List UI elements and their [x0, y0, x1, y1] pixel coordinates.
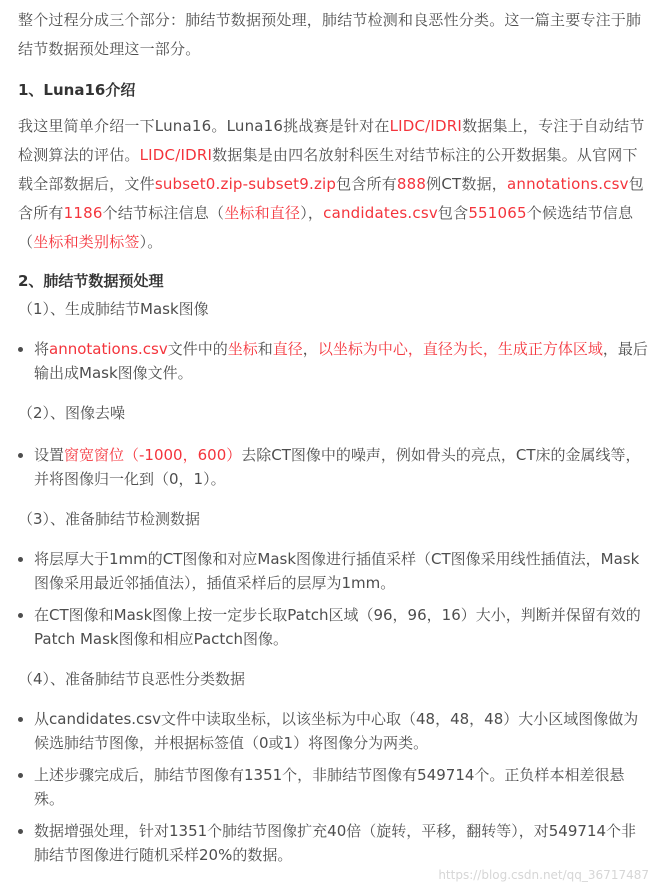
- list-item: 将层厚大于1mm的CT图像和对应Mask图像进行插值采样（CT图像采用线性插值法，Mask图像采用最近邻插值法），插值采样后的层厚为1mm。: [18, 547, 651, 595]
- step-1-list: [18, 337, 651, 385]
- window-setting: 窗宽窗位（-1000，600）: [64, 446, 242, 464]
- text-run: 和: [257, 340, 273, 358]
- dataset-name: LIDC/IDRI: [139, 146, 213, 164]
- mask-method: 以坐标为中心，直径为长，生成正方体区域: [317, 340, 603, 358]
- text-run: 设置: [34, 446, 65, 464]
- step-3-list: [18, 547, 651, 651]
- section-1-heading: 1、Luna16介绍: [18, 81, 136, 99]
- text-run: ）。: [139, 233, 163, 251]
- text-run: 数据集上，专注于自动结节检测算法的评估。: [18, 117, 645, 164]
- step-2-title: （2）、图像去噪: [18, 404, 126, 422]
- text-run: 文件中的: [167, 340, 228, 358]
- section-2-heading: 2、肺结节数据预处理: [18, 272, 164, 290]
- step-4-title: （4）、准备肺结节良恶性分类数据: [18, 670, 246, 688]
- text-run: 去除CT图像中的噪声，例如骨头的亮点，CT床的金属线等，并将图像归一化到（0，1）。: [34, 446, 641, 488]
- annotation-count: 1186: [63, 204, 103, 222]
- list-item: 在CT图像和Mask图像上按一定步长取Patch区域（96，96，16）大小，判断并保留有效的Patch Mask图像和相应Pactch图像。: [18, 603, 651, 651]
- text-run: 个结节标注信息（: [102, 204, 225, 222]
- intro-paragraph: 整个过程分成三个部分：肺结节数据预处理，肺结节检测和良恶性分类。这一篇主要专注于肺结节数据预处理这一部分。: [18, 11, 642, 58]
- text-run: 包含所有: [18, 175, 644, 222]
- text-run: 个候选结节信息（: [18, 204, 634, 251]
- candidates-file: candidates.csv: [323, 204, 438, 222]
- text-run: 我这里简单介绍一下Luna16。Luna16挑战赛是针对在: [18, 117, 390, 135]
- list-item: [18, 337, 651, 385]
- diameter-term: 直径: [272, 340, 303, 358]
- coord-term: 坐标: [227, 340, 258, 358]
- dataset-name: LIDC/IDRI: [389, 117, 463, 135]
- candidate-count: 551065: [468, 204, 527, 222]
- ct-count: 888: [396, 175, 427, 193]
- step-3-title: （3）、准备肺结节检测数据: [18, 510, 201, 528]
- text-run: ），: [300, 204, 324, 222]
- text-run: 例CT数据，: [426, 175, 507, 193]
- watermark-url: https://blog.csdn.net/qq_36717487: [438, 868, 649, 882]
- text-run: 包含所有: [336, 175, 397, 193]
- list-item: [18, 443, 651, 491]
- step-2-list: [18, 443, 651, 491]
- text-run: 包含: [437, 204, 469, 222]
- candidate-info: 坐标和类别标签: [33, 233, 140, 251]
- text-run: ，: [302, 340, 318, 358]
- subset-files: subset0.zip-subset9.zip: [154, 175, 337, 193]
- luna16-paragraph: [18, 112, 651, 257]
- annotations-file: annotations.csv: [49, 340, 168, 358]
- list-item: 数据增强处理，针对1351个肺结节图像扩充40倍（旋转，平移，翻转等），对549714个非肺结节图像进行随机采样20%的数据。: [18, 819, 651, 867]
- step-1-title: （1）、生成肺结节Mask图像: [18, 300, 209, 318]
- text-run: 将: [34, 340, 50, 358]
- list-item: 上述步骤完成后，肺结节图像有1351个，非肺结节图像有549714个。正负样本相差很悬殊。: [18, 763, 651, 811]
- annotation-info: 坐标和直径: [224, 204, 301, 222]
- list-item: 从candidates.csv文件中读取坐标，以该坐标为中心取（48，48，48）大小区域图像做为候选肺结节图像，并根据标签值（0或1）将图像分为两类。: [18, 707, 651, 755]
- annotations-file: annotations.csv: [507, 175, 629, 193]
- text-run: 数据集是由四名放射科医生对结节标注的公开数据集。从官网下载全部数据后，文件: [18, 146, 638, 193]
- text-run: ，最后输出成Mask图像文件。: [34, 340, 648, 382]
- step-4-list: [18, 707, 651, 867]
